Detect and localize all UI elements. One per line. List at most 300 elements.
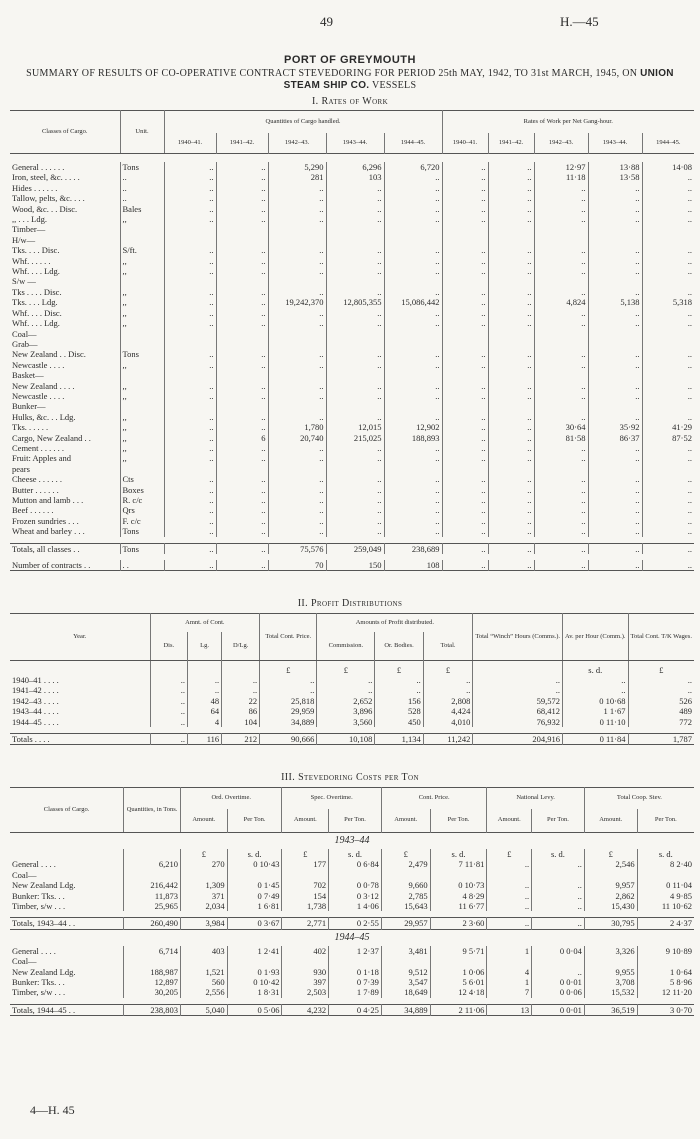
- row-value: ..: [588, 516, 642, 526]
- row-value: 0 11·10: [563, 717, 628, 727]
- row-value: ..: [442, 256, 488, 266]
- row-value: ..: [326, 526, 384, 536]
- row-value: ..: [442, 560, 488, 571]
- row-value: ..: [384, 349, 442, 359]
- unit-label: £: [381, 849, 430, 859]
- row-value: ..: [326, 516, 384, 526]
- row-value: [442, 339, 488, 349]
- row-value: ..: [488, 526, 534, 536]
- row-value: 702: [282, 880, 329, 890]
- row-label: S/w —: [12, 276, 36, 287]
- row-value: ..: [642, 485, 694, 495]
- row-value: 0 0·04: [532, 946, 585, 956]
- col-total-cont-price: Total Cont. Price.: [260, 614, 317, 661]
- row-value: 5,040: [180, 1004, 227, 1015]
- table-row: [10, 318, 694, 328]
- row-value: ..: [268, 381, 326, 391]
- row-value: ..: [488, 443, 534, 453]
- row-value: [442, 464, 488, 474]
- row-value: ..: [534, 453, 588, 463]
- row-value: 1 0·64: [637, 967, 694, 977]
- row-value: [588, 276, 642, 286]
- row-value: [588, 329, 642, 339]
- sub-header: Or. Bodies.: [375, 632, 423, 661]
- row-value: ..: [442, 485, 488, 495]
- row-value: ..: [384, 516, 442, 526]
- row-value: ..: [164, 505, 216, 515]
- row-value: 259,049: [326, 543, 384, 554]
- row-value: ..: [216, 204, 268, 214]
- row-value: ..: [563, 685, 628, 695]
- row-value: 75,576: [268, 543, 326, 554]
- row-value: ..: [488, 381, 534, 391]
- row-value: ..: [442, 453, 488, 463]
- unit-label: £: [317, 661, 375, 676]
- row-value: [384, 464, 442, 474]
- row-value: [216, 235, 268, 245]
- row-label: New Zealand Ldg.: [12, 966, 76, 977]
- row-value: [268, 464, 326, 474]
- row-value: ..: [473, 675, 563, 685]
- row-value: ..: [534, 381, 588, 391]
- table-row: [10, 901, 694, 911]
- row-value: ..: [164, 391, 216, 401]
- row-value: 104: [222, 717, 260, 727]
- row-value: [268, 401, 326, 411]
- row-value: 12 11·20: [637, 987, 694, 997]
- row-value: ..: [642, 349, 694, 359]
- row-value: [442, 224, 488, 234]
- row-label: Totals, 1944–45 . .: [12, 1004, 76, 1015]
- row-value: ..: [268, 349, 326, 359]
- year-header: 1943–44.: [588, 133, 642, 154]
- row-value: 150: [326, 560, 384, 571]
- unit-label: £: [180, 849, 227, 859]
- row-unit: . .: [120, 560, 164, 571]
- row-label: pears: [12, 463, 30, 474]
- row-value: 2,652: [317, 696, 375, 706]
- row-value: ..: [268, 474, 326, 484]
- sub-header: Dis.: [150, 632, 188, 661]
- row-value: ..: [588, 318, 642, 328]
- row-value: ..: [423, 685, 473, 695]
- row-label: General . . . .: [12, 945, 56, 956]
- row-value: 402: [282, 946, 329, 956]
- row-label: Coal—: [12, 869, 37, 880]
- row-value: 4,424: [423, 706, 473, 716]
- row-value: ..: [442, 318, 488, 328]
- row-value: ..: [268, 360, 326, 370]
- row-value: [642, 276, 694, 286]
- row-value: ..: [384, 308, 442, 318]
- row-value: 5,290: [268, 162, 326, 172]
- row-value: 22: [222, 696, 260, 706]
- row-value: [642, 329, 694, 339]
- row-value: ..: [588, 193, 642, 203]
- rates-of-work-table: [10, 110, 694, 571]
- table-row: [10, 339, 694, 349]
- row-value: 0 0·01: [532, 1004, 585, 1015]
- row-value: [488, 464, 534, 474]
- row-value: ..: [384, 204, 442, 214]
- row-value: 2,808: [423, 696, 473, 706]
- row-value: [487, 956, 532, 966]
- row-label: Tks. . . . Ldg.: [12, 297, 58, 308]
- row-value: 48: [188, 696, 222, 706]
- row-value: 4,824: [534, 297, 588, 307]
- row-value: [164, 339, 216, 349]
- row-value: 12,897: [124, 977, 181, 987]
- row-value: ..: [164, 422, 216, 432]
- row-value: ..: [216, 505, 268, 515]
- row-value: ..: [532, 891, 585, 901]
- row-value: ..: [532, 918, 585, 929]
- row-value: ..: [375, 675, 423, 685]
- row-value: ..: [488, 214, 534, 224]
- row-value: ..: [442, 349, 488, 359]
- row-value: ..: [642, 474, 694, 484]
- unit-label: £: [423, 661, 473, 676]
- row-value: [164, 235, 216, 245]
- row-unit: ,,: [120, 443, 164, 453]
- row-value: [326, 235, 384, 245]
- row-value: ..: [588, 391, 642, 401]
- row-value: [180, 956, 227, 966]
- row-value: ..: [150, 696, 188, 706]
- row-value: ..: [628, 675, 694, 685]
- row-value: 86·37: [588, 433, 642, 443]
- row-value: ..: [164, 214, 216, 224]
- row-value: [216, 401, 268, 411]
- group-cont-price: Cont. Price.: [381, 788, 487, 809]
- row-value: 5,138: [588, 297, 642, 307]
- row-value: [488, 339, 534, 349]
- row-value: ..: [317, 685, 375, 695]
- row-value: 3,984: [180, 918, 227, 929]
- unit-label: s. d.: [227, 849, 282, 859]
- row-value: 1,780: [268, 422, 326, 432]
- row-value: ..: [442, 526, 488, 536]
- row-value: ..: [216, 443, 268, 453]
- row-value: ..: [488, 308, 534, 318]
- row-label: Totals, 1943–44 . .: [12, 918, 76, 929]
- row-value: [384, 370, 442, 380]
- row-value: ..: [534, 256, 588, 266]
- unit-label: s. d.: [637, 849, 694, 859]
- row-value: [488, 276, 534, 286]
- row-value: ..: [375, 685, 423, 695]
- stevedoring-costs-table: [10, 787, 694, 1016]
- group-national-levy: National Levy.: [487, 788, 584, 809]
- table-row: [10, 412, 694, 422]
- row-value: ..: [216, 266, 268, 276]
- row-value: ..: [326, 495, 384, 505]
- row-value: ..: [326, 474, 384, 484]
- year-header: 1940–41.: [164, 133, 216, 154]
- table-row: [10, 987, 694, 997]
- year-header: 1940–41.: [442, 133, 488, 154]
- subtitle-company: UNION STEAM SHIP CO.: [283, 68, 674, 91]
- row-value: [534, 224, 588, 234]
- row-value: ..: [534, 204, 588, 214]
- row-value: ..: [534, 349, 588, 359]
- row-unit: S/ft.: [120, 245, 164, 255]
- row-value: 489: [628, 706, 694, 716]
- row-value: ..: [642, 453, 694, 463]
- row-value: ..: [534, 526, 588, 536]
- row-value: ..: [488, 516, 534, 526]
- year-header: 1942–43.: [534, 133, 588, 154]
- row-value: ..: [642, 412, 694, 422]
- row-value: ..: [188, 675, 222, 685]
- unit-label: [10, 849, 124, 859]
- row-unit: ,,: [120, 422, 164, 432]
- row-value: ..: [164, 256, 216, 266]
- table-row: [10, 256, 694, 266]
- row-value: 1 6·81: [227, 901, 282, 911]
- row-value: 9 10·89: [637, 946, 694, 956]
- group-quantities: Quantities of Cargo handled.: [164, 111, 442, 134]
- row-unit: [120, 401, 164, 411]
- row-label: Timber, s/w . . .: [12, 987, 66, 998]
- row-value: 6,296: [326, 162, 384, 172]
- row-label: Tallow, pelts, &c. . . .: [12, 193, 85, 204]
- row-value: [584, 956, 637, 966]
- row-value: [488, 235, 534, 245]
- row-unit: ,,: [120, 266, 164, 276]
- row-unit: Bales: [120, 204, 164, 214]
- row-unit: Qrs: [120, 505, 164, 515]
- row-value: ..: [326, 204, 384, 214]
- row-value: 2,479: [381, 859, 430, 869]
- row-value: ..: [488, 349, 534, 359]
- profit-distributions-table: [10, 613, 694, 745]
- row-value: ..: [384, 318, 442, 328]
- row-value: [216, 276, 268, 286]
- row-value: 2,546: [584, 859, 637, 869]
- row-value: ..: [268, 214, 326, 224]
- row-value: ..: [488, 453, 534, 463]
- row-value: ..: [384, 214, 442, 224]
- row-value: ..: [488, 266, 534, 276]
- group-total-coop: Total Coop. Stev.: [584, 788, 694, 809]
- row-value: ..: [326, 349, 384, 359]
- row-value: ..: [326, 412, 384, 422]
- row-value: ..: [216, 543, 268, 554]
- row-unit: Tons: [120, 349, 164, 359]
- row-unit: ,,: [120, 318, 164, 328]
- row-value: ..: [488, 245, 534, 255]
- row-value: ..: [442, 287, 488, 297]
- row-value: 108: [384, 560, 442, 571]
- row-value: ..: [642, 318, 694, 328]
- row-label: General . . . . . .: [12, 162, 65, 172]
- row-value: ..: [534, 245, 588, 255]
- row-label: Wheat and barley . . .: [12, 526, 85, 537]
- row-value: [124, 956, 181, 966]
- row-value: ..: [588, 204, 642, 214]
- row-value: ..: [532, 967, 585, 977]
- row-unit: ,,: [120, 381, 164, 391]
- row-value: ..: [642, 172, 694, 182]
- row-value: ..: [442, 391, 488, 401]
- row-value: [642, 464, 694, 474]
- row-value: ..: [534, 193, 588, 203]
- row-value: ..: [442, 543, 488, 554]
- row-value: ..: [488, 204, 534, 214]
- row-value: ..: [216, 560, 268, 571]
- row-label: Cheese . . . . . .: [12, 474, 63, 485]
- row-unit: ,,: [120, 391, 164, 401]
- row-value: [326, 224, 384, 234]
- row-value: ..: [534, 214, 588, 224]
- row-value: 86: [222, 706, 260, 716]
- row-value: ..: [442, 193, 488, 203]
- row-value: 3,547: [381, 977, 430, 987]
- row-value: 5 8·96: [637, 977, 694, 987]
- unit-label: £: [282, 849, 329, 859]
- row-label: Timber—: [12, 224, 46, 235]
- row-value: ..: [588, 214, 642, 224]
- row-value: ..: [487, 880, 532, 890]
- table-row: [10, 516, 694, 526]
- row-value: 11,242: [423, 734, 473, 745]
- row-value: ..: [164, 433, 216, 443]
- row-value: 12 4·18: [430, 987, 487, 997]
- row-value: 15,643: [381, 901, 430, 911]
- row-value: 9,957: [584, 880, 637, 890]
- unit-label: [188, 661, 222, 676]
- row-value: ..: [588, 560, 642, 571]
- table-row: [10, 870, 694, 880]
- row-value: ..: [588, 183, 642, 193]
- row-label: Bunker: Tks. . .: [12, 890, 65, 901]
- row-value: ..: [150, 717, 188, 727]
- row-value: [487, 870, 532, 880]
- row-label: Hides . . . . . .: [12, 182, 58, 193]
- row-value: ..: [488, 256, 534, 266]
- col-unit: Unit.: [120, 111, 164, 154]
- row-value: 4 9·85: [637, 891, 694, 901]
- row-value: ..: [384, 526, 442, 536]
- row-value: 11·18: [534, 172, 588, 182]
- row-value: 9,660: [381, 880, 430, 890]
- row-value: ..: [150, 675, 188, 685]
- row-value: [216, 339, 268, 349]
- page-footer: 4—H. 45: [30, 1103, 75, 1117]
- row-value: 11,873: [124, 891, 181, 901]
- row-value: ..: [488, 495, 534, 505]
- row-value: [534, 339, 588, 349]
- row-value: ..: [588, 412, 642, 422]
- row-value: 70: [268, 560, 326, 571]
- row-value: 30·64: [534, 422, 588, 432]
- row-value: [637, 956, 694, 966]
- row-unit: Cts: [120, 474, 164, 484]
- row-value: ..: [268, 526, 326, 536]
- row-value: ..: [442, 433, 488, 443]
- table-row: [10, 880, 694, 890]
- row-value: ..: [164, 381, 216, 391]
- row-value: ..: [164, 526, 216, 536]
- row-value: ..: [642, 543, 694, 554]
- year-header: 1941–42.: [216, 133, 268, 154]
- row-value: ..: [216, 526, 268, 536]
- row-value: ..: [268, 391, 326, 401]
- row-unit: ,,: [120, 214, 164, 224]
- row-value: ..: [268, 256, 326, 266]
- row-value: ..: [216, 193, 268, 203]
- row-value: 90,666: [260, 734, 317, 745]
- row-value: ..: [588, 245, 642, 255]
- row-value: ..: [216, 256, 268, 266]
- row-value: ..: [442, 172, 488, 182]
- row-value: ..: [384, 391, 442, 401]
- row-value: ..: [268, 266, 326, 276]
- row-value: [180, 870, 227, 880]
- subtitle-text: SUMMARY OF RESULTS OF CO-OPERATIVE CONTRACT STEVEDORING FOR PERIOD 25th MAY, 1942, TO 31st MARCH, 1945, ON: [26, 68, 638, 79]
- row-value: ..: [326, 443, 384, 453]
- row-value: 0 2·55: [329, 918, 382, 929]
- row-value: ..: [150, 685, 188, 695]
- row-value: 35·92: [588, 422, 642, 432]
- row-value: [588, 235, 642, 245]
- table-row: [10, 859, 694, 869]
- row-value: ..: [628, 685, 694, 695]
- row-value: 930: [282, 967, 329, 977]
- row-value: ..: [488, 162, 534, 172]
- row-value: 14·08: [642, 162, 694, 172]
- row-value: 188,893: [384, 433, 442, 443]
- row-value: ..: [534, 543, 588, 554]
- row-value: 1 2·37: [329, 946, 382, 956]
- row-value: ..: [642, 256, 694, 266]
- row-value: [588, 370, 642, 380]
- row-value: ..: [268, 245, 326, 255]
- row-value: [326, 464, 384, 474]
- row-value: ..: [442, 422, 488, 432]
- row-value: 8 2·40: [637, 859, 694, 869]
- row-value: [164, 370, 216, 380]
- row-value: ..: [222, 675, 260, 685]
- row-value: 25,965: [124, 901, 181, 911]
- row-value: 2 3·60: [430, 918, 487, 929]
- row-value: [384, 401, 442, 411]
- row-label: Newcastle . . . .: [12, 359, 65, 370]
- row-value: ..: [384, 287, 442, 297]
- row-value: 10,108: [317, 734, 375, 745]
- row-value: 1: [487, 946, 532, 956]
- row-value: 528: [375, 706, 423, 716]
- table-row: [10, 734, 694, 745]
- sub-header: Per Ton.: [430, 809, 487, 833]
- row-value: ..: [384, 453, 442, 463]
- row-value: [329, 956, 382, 966]
- sub-header: Total.: [423, 632, 473, 661]
- unit-label: £: [260, 661, 317, 676]
- row-value: [588, 401, 642, 411]
- row-label: 1940–41 . . . .: [12, 675, 59, 685]
- row-value: ..: [268, 204, 326, 214]
- row-value: ..: [642, 560, 694, 571]
- row-value: 7: [487, 987, 532, 997]
- row-value: ..: [588, 543, 642, 554]
- unit-label: s. d.: [430, 849, 487, 859]
- row-value: ..: [487, 859, 532, 869]
- row-value: [384, 339, 442, 349]
- row-value: 0 4·25: [329, 1004, 382, 1015]
- row-value: [216, 370, 268, 380]
